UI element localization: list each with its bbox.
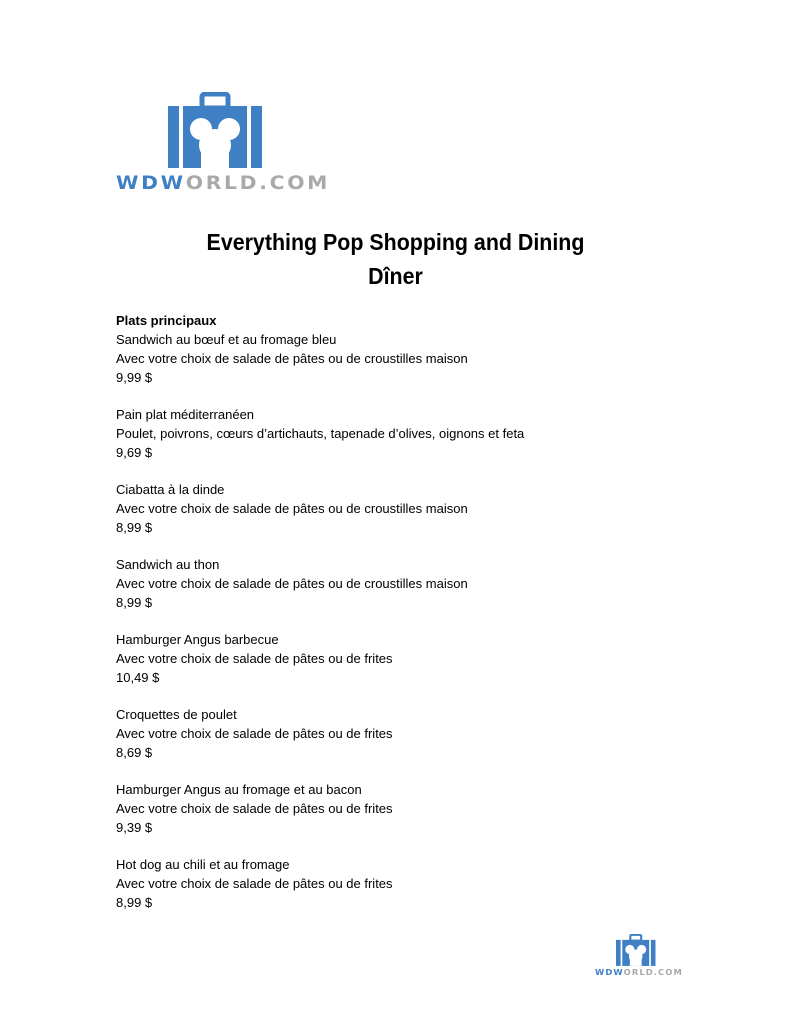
menu-item-description: Avec votre choix de salade de pâtes ou de frites (116, 876, 393, 891)
menu-item (116, 855, 676, 912)
menu-item-description: Poulet, poivrons, cœurs d’artichauts, tapenade d’olives, oignons et feta (116, 426, 525, 441)
menu-item-name: Hamburger Angus barbecue (116, 632, 279, 647)
menu-item-price: 9,99 $ (116, 370, 153, 385)
menu-item-price: 8,69 $ (116, 745, 153, 760)
menu-item-description: Avec votre choix de salade de pâtes ou de frites (116, 801, 393, 816)
page-title: Everything Pop Shopping and Dining (206, 229, 585, 255)
menu-item-description: Avec votre choix de salade de pâtes ou de croustilles maison (116, 501, 468, 516)
logo-wordmark-blue: WDW (116, 172, 186, 194)
menu-item-price: 9,69 $ (116, 445, 153, 460)
menu-item-name: Hot dog au chili et au fromage (116, 857, 290, 872)
menu-item (116, 555, 676, 612)
menu-item (116, 405, 676, 462)
menu-item-description: Avec votre choix de salade de pâtes ou de frites (116, 726, 393, 741)
menu-item-price: 8,99 $ (116, 895, 153, 910)
menu-item-name: Hamburger Angus au fromage et au bacon (116, 782, 362, 797)
site-logo-graphic (116, 92, 331, 198)
menu-item-name: Croquettes de poulet (116, 707, 237, 722)
menu-item-name: Ciabatta à la dinde (116, 482, 225, 497)
menu-item-name: Sandwich au bœuf et au fromage bleu (116, 332, 337, 347)
menu-item-description: Avec votre choix de salade de pâtes ou de croustilles maison (116, 576, 468, 591)
menu-item (116, 480, 676, 537)
page-subtitle: Dîner (368, 263, 423, 289)
menu-item (116, 330, 676, 387)
logo-wordmark-blue: WDW (595, 968, 624, 977)
logo-wordmark (116, 172, 330, 194)
menu-item-description: Avec votre choix de salade de pâtes ou de croustilles maison (116, 351, 468, 366)
suitcase-mouse-icon (594, 934, 678, 968)
menu-item (116, 630, 676, 687)
menu (116, 311, 676, 930)
suitcase-mouse-icon (116, 92, 316, 172)
menu-item-name: Pain plat méditerranéen (116, 407, 255, 422)
menu-item-price: 9,39 $ (116, 820, 153, 835)
logo-wordmark (595, 968, 683, 977)
section-heading: Plats principaux (116, 313, 217, 328)
menu-item (116, 705, 676, 762)
menu-item-description: Avec votre choix de salade de pâtes ou de frites (116, 651, 393, 666)
menu-item-price: 10,49 $ (116, 670, 160, 685)
page-header (0, 225, 791, 293)
menu-item-price: 8,99 $ (116, 520, 153, 535)
logo-wordmark-gray: ORLD.COM (185, 172, 331, 194)
menu-item (116, 780, 676, 837)
menu-item-price: 8,99 $ (116, 595, 153, 610)
footer-logo (594, 934, 683, 980)
logo-wordmark-gray: ORLD.COM (623, 968, 683, 977)
menu-item-name: Sandwich au thon (116, 557, 220, 572)
